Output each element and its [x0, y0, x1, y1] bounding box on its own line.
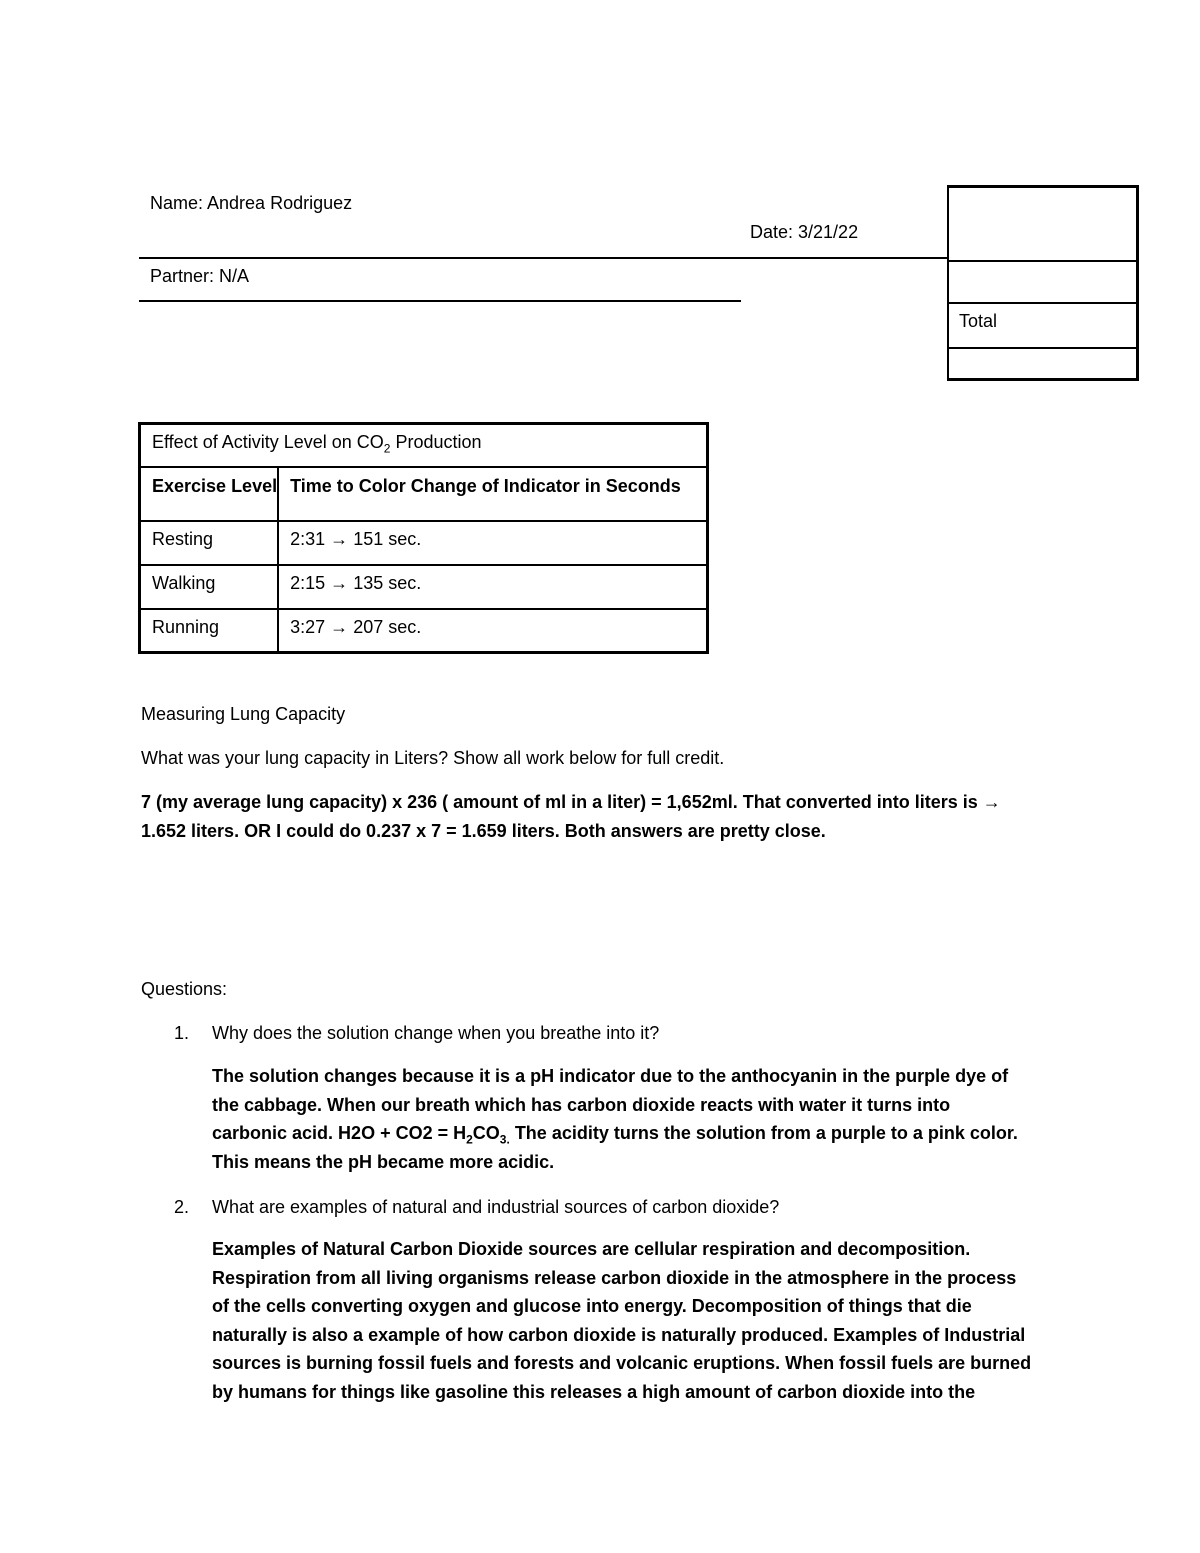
column-header-exercise-level: Exercise Level	[140, 467, 279, 521]
question-number: 1.	[174, 1023, 190, 1043]
exercise-level-cell: Walking	[140, 565, 279, 609]
grade-box	[947, 185, 1139, 381]
grade-box-divider	[949, 260, 1136, 262]
time-cell: 2:15 → 135 sec.	[278, 565, 707, 609]
table-row	[140, 565, 708, 609]
question-number: 2.	[174, 1197, 190, 1217]
answer-line: sources is burning fossil fuels and forests and volcanic eruptions. When fossil fuels are burned	[212, 1353, 1032, 1374]
lung-capacity-answer-line: 1.652 liters. OR I could do 0.237 x 7 = 1.659 liters. Both answers are pretty close.	[141, 821, 826, 841]
lung-capacity-heading: Measuring Lung Capacity	[141, 704, 346, 724]
question-text: Why does the solution change when you breathe into it?	[212, 1023, 660, 1043]
answer-line: the cabbage. When our breath which has carbon dioxide reacts with water it turns into	[212, 1094, 951, 1115]
column-header-time: Time to Color Change of Indicator in Seconds	[278, 467, 707, 521]
table-title: Effect of Activity Level on $CO_2$ Production	[140, 424, 708, 467]
answer-line: by humans for things like gasoline this releases a high amount of carbon dioxide into the	[212, 1381, 976, 1402]
answer-line: Examples of Natural Carbon Dioxide sources are cellular respiration and decomposition.	[212, 1239, 971, 1259]
answer-paragraph	[212, 1062, 1072, 1176]
date-field: Date: 3/21/22	[750, 222, 859, 242]
co2-data-table	[138, 422, 709, 654]
partner-field: Partner: N/A	[150, 266, 250, 286]
grade-total-label: Total	[959, 311, 998, 331]
answer-line: This means the pH became more acidic.	[212, 1151, 555, 1172]
grade-box-divider	[949, 302, 1136, 304]
answer-line: Respiration from all living organisms release carbon dioxide in the atmosphere in the process	[212, 1267, 1017, 1288]
time-cell: 3:27 → 207 sec.	[278, 609, 707, 653]
exercise-level-cell: Resting	[140, 521, 279, 565]
header-divider	[139, 257, 949, 259]
answer-line: of the cells converting oxygen and glucose into energy. Decomposition of things that die	[212, 1296, 972, 1317]
answer-paragraph	[212, 1235, 1072, 1407]
time-cell: 2:31 → 151 sec.	[278, 521, 707, 565]
lung-capacity-prompt: What was your lung capacity in Liters? Show all work below for full credit.	[141, 748, 725, 768]
name-field: Name: Andrea Rodriguez	[150, 193, 353, 213]
table-row	[140, 521, 708, 565]
lung-capacity-answer-line: 7 (my average lung capacity) x 236 ( amount of ml in a liter) = 1,652ml. That converted into liters is →	[141, 792, 1001, 812]
question-text: What are examples of natural and industrial sources of carbon dioxide?	[212, 1197, 780, 1217]
arrow-right-icon: →	[982, 792, 1001, 812]
grade-box-divider	[949, 347, 1136, 349]
table-row	[140, 609, 708, 653]
exercise-level-cell: Running	[140, 609, 279, 653]
arrow-right-icon: →	[330, 528, 349, 549]
partner-underline	[139, 300, 741, 302]
questions-heading: Questions:	[141, 979, 228, 999]
arrow-right-icon: →	[330, 616, 349, 637]
arrow-right-icon: →	[330, 572, 349, 593]
answer-line: The solution changes because it is a pH indicator due to the anthocyanin in the purple dye of	[212, 1066, 1009, 1086]
answer-line: naturally is also a example of how carbon dioxide is naturally produced. Examples of Industrial	[212, 1324, 1026, 1345]
answer-line: carbonic acid. $H2O + CO2 = H_2CO_{3.}$ The acidity turns the solution from a purple to a pink color.	[212, 1123, 1018, 1147]
